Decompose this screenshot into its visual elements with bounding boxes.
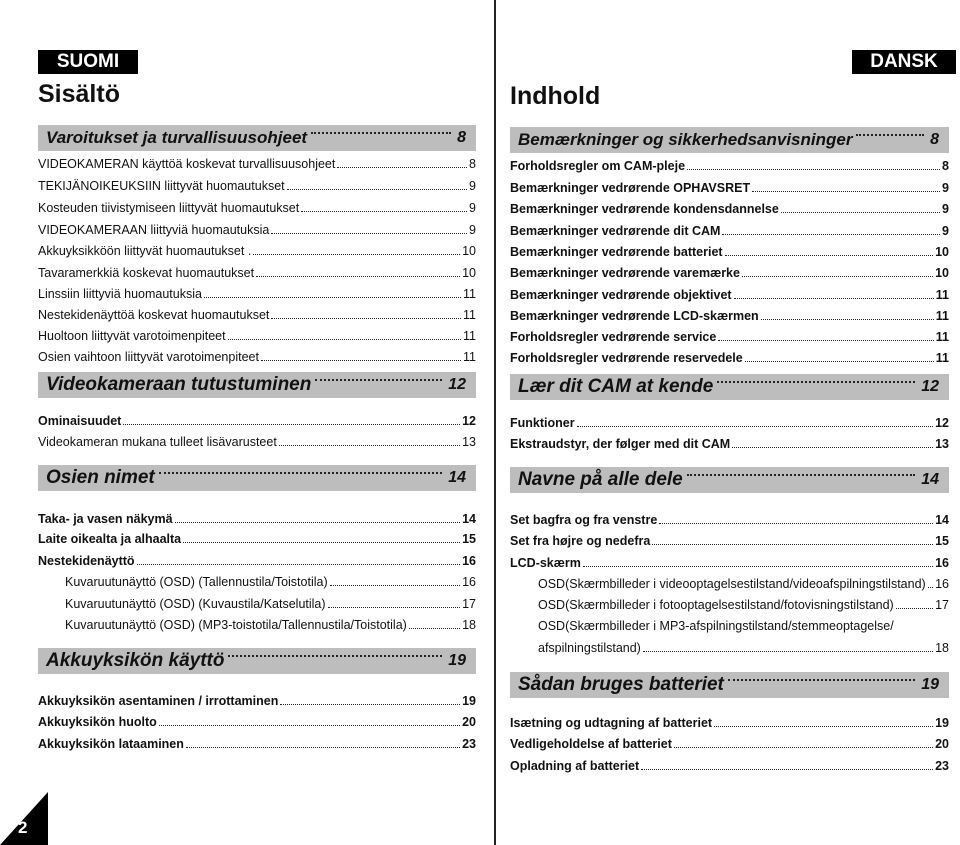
section-page: 14 — [921, 471, 939, 488]
leader-dots — [301, 211, 467, 212]
toc-entry[interactable] — [38, 693, 476, 709]
toc-entry-text: Funktioner — [510, 416, 575, 430]
toc-entry[interactable] — [38, 553, 476, 569]
toc-entry-text: Taka- ja vasen näkymä — [38, 512, 173, 526]
section-header[interactable] — [38, 125, 476, 151]
toc-entry-text: Bemærkninger vedrørende kondensdannelse — [510, 202, 779, 216]
leader-dots — [856, 134, 924, 136]
toc-entry-page: 16 — [935, 577, 949, 591]
section-header[interactable] — [38, 648, 476, 674]
toc-entry-text: VIDEOKAMERAN käyttöä koskevat turvallisuusohjeet — [38, 157, 336, 171]
leader-dots — [643, 651, 933, 652]
toc-entry-text: Vedligeholdelse af batteriet — [510, 737, 672, 751]
toc-entry[interactable] — [510, 415, 949, 431]
leader-dots — [175, 522, 461, 523]
toc-entry-text: Forholdsregler vedrørende service — [510, 330, 717, 344]
column-divider — [494, 0, 496, 845]
leader-dots — [781, 212, 940, 213]
leader-dots — [337, 167, 467, 168]
toc-entry-text: Nestekidenäyttö — [38, 554, 135, 568]
leader-dots — [687, 169, 940, 170]
section-title: Videokameraan tutustuminen — [46, 374, 312, 395]
section-header[interactable] — [510, 672, 949, 698]
toc-entry[interactable] — [510, 223, 949, 239]
toc-entry-page: 9 — [469, 179, 476, 193]
toc-entry[interactable] — [38, 714, 476, 730]
leader-dots — [186, 747, 460, 748]
leader-dots — [714, 726, 933, 727]
toc-entry[interactable] — [510, 308, 949, 324]
toc-entry[interactable] — [38, 531, 476, 547]
toc-entry-text: Bemærkninger vedrørende dit CAM — [510, 224, 721, 238]
toc-entry-text: Ominaisuudet — [38, 414, 122, 428]
toc-entry-page: 8 — [469, 157, 476, 171]
leader-dots — [409, 628, 460, 629]
toc-entry-text: OSD(Skærmbilleder i fotooptagelsestilstand/fotovisningstilstand) — [538, 598, 894, 612]
toc-entry-text: Kuvaruutunäyttö (OSD) (Tallennustila/Toistotila) — [65, 575, 328, 589]
toc-entry-page: 19 — [462, 694, 476, 708]
toc-entry-page: 9 — [469, 201, 476, 215]
toc-entry-page: 11 — [935, 309, 949, 323]
toc-entry-text: Set fra højre og nedefra — [510, 534, 651, 548]
toc-entry-text: Bemærkninger vedrørende varemærke — [510, 266, 740, 280]
section-page: 8 — [457, 129, 466, 146]
leader-dots — [204, 297, 461, 298]
toc-entry[interactable] — [510, 533, 949, 549]
toc-entry-text: Akkuyksikön asentaminen / irrottaminen — [38, 694, 279, 708]
leader-dots — [271, 233, 467, 234]
toc-entry-text: Bemærkninger vedrørende objektivet — [510, 288, 732, 302]
leader-dots — [261, 360, 461, 361]
section-page: 12 — [448, 376, 466, 393]
toc-entry-page: 17 — [462, 597, 476, 611]
section-page: 12 — [921, 378, 939, 395]
toc-entry[interactable] — [510, 180, 949, 196]
toc-entry[interactable] — [38, 265, 476, 281]
page-title-danish: Indhold — [510, 82, 601, 110]
toc-entry[interactable] — [38, 349, 476, 365]
toc-entry[interactable] — [38, 413, 476, 429]
toc-entry-page: 19 — [935, 716, 949, 730]
toc-entry-page: 10 — [462, 244, 476, 258]
toc-entry[interactable] — [510, 350, 949, 366]
toc-entry[interactable] — [38, 243, 476, 259]
toc-entry-page: 14 — [462, 512, 476, 526]
toc-subentry[interactable] — [65, 617, 476, 633]
toc-entry[interactable] — [510, 329, 949, 345]
toc-entry-text: Laite oikealta ja alhaalta — [38, 532, 182, 546]
toc-entry[interactable] — [510, 287, 949, 303]
toc-entry-page: 23 — [462, 737, 476, 751]
toc-entry-text: Akkuyksikön lataaminen — [38, 737, 184, 751]
toc-entry[interactable] — [38, 736, 476, 752]
toc-entry-page: 14 — [935, 513, 949, 527]
toc-entry-page: 13 — [935, 437, 949, 451]
toc-entry[interactable] — [510, 758, 949, 774]
leader-dots — [734, 298, 934, 299]
section-title: Lær dit CAM at kende — [518, 376, 714, 397]
section-title: Bemærkninger og sikkerhedsanvisninger — [518, 130, 853, 149]
section-title: Osien nimet — [46, 467, 155, 488]
toc-entry[interactable] — [510, 512, 949, 528]
leader-dots — [137, 564, 461, 565]
toc-entry-text: OSD(Skærmbilleder i MP3-afspilningstilstand/stemmeoptagelse/ — [538, 619, 894, 633]
leader-dots — [256, 276, 460, 277]
toc-subentry[interactable] — [538, 618, 949, 634]
toc-entry-page: 16 — [462, 575, 476, 589]
toc-entry-page: 8 — [942, 159, 949, 173]
toc-entry-text: VIDEOKAMERAAN liittyviä huomautuksia — [38, 223, 270, 237]
toc-entry-page: 13 — [462, 435, 476, 449]
toc-entry[interactable] — [510, 158, 949, 174]
toc-entry-text: Osien vaihtoon liittyvät varotoimenpiteet — [38, 350, 259, 364]
toc-entry[interactable] — [38, 200, 476, 216]
leader-dots — [761, 319, 934, 320]
leader-dots — [159, 725, 460, 726]
section-header[interactable] — [510, 467, 949, 493]
toc-entry-text: afspilningstilstand) — [538, 641, 641, 655]
leader-dots — [123, 424, 460, 425]
toc-subentry[interactable] — [538, 640, 949, 656]
toc-entry-page: 9 — [942, 202, 949, 216]
toc-entry-page: 11 — [935, 351, 949, 365]
toc-entry-text: Bemærkninger vedrørende OPHAVSRET — [510, 181, 751, 195]
toc-entry-text: Ekstraudstyr, der følger med dit CAM — [510, 437, 731, 451]
leader-dots — [896, 608, 933, 609]
toc-entry-text: Tavaramerkkiä koskevat huomautukset — [38, 266, 255, 280]
toc-entry-text: Kuvaruutunäyttö (OSD) (Kuvaustila/Katselutila) — [65, 597, 326, 611]
toc-entry-page: 18 — [935, 641, 949, 655]
toc-entry-text: Bemærkninger vedrørende batteriet — [510, 245, 723, 259]
leader-dots — [752, 191, 940, 192]
toc-entry-text: Linssiin liittyviä huomautuksia — [38, 287, 202, 301]
leader-dots — [928, 587, 933, 588]
leader-dots — [652, 544, 933, 545]
toc-entry[interactable] — [38, 156, 476, 172]
toc-entry[interactable] — [38, 178, 476, 194]
leader-dots — [279, 445, 460, 446]
toc-entry-text: Forholdsregler vedrørende reservedele — [510, 351, 743, 365]
leader-dots — [577, 426, 934, 427]
section-header[interactable] — [38, 372, 476, 398]
toc-entry-page: 20 — [462, 715, 476, 729]
toc-entry-page: 20 — [935, 737, 949, 751]
toc-entry-text: Kosteuden tiivistymiseen liittyvät huomautukset — [38, 201, 300, 215]
toc-entry-text: Nestekidenäyttöä koskevat huomautukset — [38, 308, 270, 322]
toc-entry[interactable] — [510, 436, 949, 452]
leader-dots — [228, 339, 461, 340]
leader-dots — [687, 474, 915, 476]
toc-entry-page: 12 — [935, 416, 949, 430]
toc-entry-page: 23 — [935, 759, 949, 773]
leader-dots — [728, 679, 915, 681]
toc-entry-page: 10 — [462, 266, 476, 280]
toc-entry-page: 11 — [463, 329, 476, 343]
page-number: 2 — [18, 818, 28, 837]
toc-entry[interactable] — [38, 511, 476, 527]
leader-dots — [330, 585, 460, 586]
toc-entry-page: 9 — [942, 224, 949, 238]
toc-entry[interactable] — [38, 286, 476, 302]
toc-entry-text: Akkuyksikön huolto — [38, 715, 157, 729]
leader-dots — [742, 276, 933, 277]
toc-subentry[interactable] — [65, 596, 476, 612]
leader-dots — [287, 189, 467, 190]
leader-dots — [583, 566, 933, 567]
toc-entry-text: Huoltoon liittyvät varotoimenpiteet — [38, 329, 226, 343]
toc-entry-page: 11 — [463, 287, 476, 301]
toc-entry-text: Videokameran mukana tulleet lisävarusteet — [38, 435, 277, 449]
toc-entry-page: 11 — [935, 330, 949, 344]
leader-dots — [722, 234, 940, 235]
leader-dots — [328, 607, 461, 608]
toc-entry-page: 18 — [462, 618, 476, 632]
toc-entry-text: Kuvaruutunäyttö (OSD) (MP3-toistotila/Tallennustila/Toistotila) — [65, 618, 407, 632]
section-header[interactable] — [510, 374, 949, 400]
leader-dots — [315, 379, 442, 381]
section-header[interactable] — [38, 465, 476, 491]
toc-entry-page: 11 — [463, 308, 476, 322]
toc-entry-text: TEKIJÄNOIKEUKSIIN liittyvät huomautukset — [38, 179, 285, 193]
leader-dots — [674, 747, 933, 748]
toc-entry-page: 11 — [463, 350, 476, 364]
toc-entry-page: 15 — [935, 534, 949, 548]
leader-dots — [159, 472, 442, 474]
leader-dots — [745, 361, 934, 362]
leader-dots — [717, 381, 915, 383]
section-page: 19 — [921, 676, 939, 693]
toc-subentry[interactable] — [538, 576, 949, 592]
leader-dots — [280, 704, 460, 705]
language-label-finnish: SUOMI — [38, 50, 138, 74]
toc-entry[interactable] — [38, 222, 476, 238]
section-header[interactable] — [510, 127, 949, 153]
toc-entry-page: 15 — [462, 532, 476, 546]
leader-dots — [271, 318, 461, 319]
toc-subentry[interactable] — [65, 574, 476, 590]
toc-entry[interactable] — [38, 307, 476, 323]
toc-entry[interactable] — [510, 715, 949, 731]
toc-entry-page: 10 — [935, 266, 949, 280]
toc-entry-text: Opladning af batteriet — [510, 759, 640, 773]
toc-entry-text: Akkuyksikköön liittyvät huomautukset . — [38, 244, 252, 258]
toc-subentry[interactable] — [538, 597, 949, 613]
leader-dots — [659, 523, 933, 524]
toc-entry-page: 10 — [935, 245, 949, 259]
leader-dots — [183, 542, 460, 543]
section-title: Sådan bruges batteriet — [518, 674, 724, 695]
section-title: Varoitukset ja turvallisuusohjeet — [46, 128, 308, 147]
page-title-finnish: Sisältö — [38, 80, 120, 108]
toc-entry[interactable] — [38, 434, 476, 450]
toc-entry-page: 9 — [469, 223, 476, 237]
toc-entry[interactable] — [510, 736, 949, 752]
leader-dots — [718, 340, 933, 341]
leader-dots — [228, 655, 442, 657]
toc-entry-page: 16 — [935, 556, 949, 570]
toc-entry-page: 12 — [462, 414, 476, 428]
leader-dots — [732, 447, 933, 448]
toc-entry-text: Isætning og udtagning af batteriet — [510, 716, 713, 730]
toc-entry[interactable] — [38, 328, 476, 344]
toc-entry-page: 16 — [462, 554, 476, 568]
leader-dots — [311, 132, 451, 134]
toc-entry[interactable] — [510, 265, 949, 281]
toc-entry-text: LCD-skærm — [510, 556, 581, 570]
toc-entry[interactable] — [510, 201, 949, 217]
leader-dots — [253, 254, 460, 255]
section-page: 14 — [448, 469, 466, 486]
section-page: 19 — [448, 652, 466, 669]
section-title: Navne på alle dele — [518, 469, 683, 490]
leader-dots — [641, 769, 933, 770]
toc-entry[interactable] — [510, 244, 949, 260]
section-page: 8 — [930, 131, 939, 148]
toc-entry-text: Forholdsregler om CAM-pleje — [510, 159, 686, 173]
language-label-danish: DANSK — [852, 50, 956, 74]
toc-entry-text: Bemærkninger vedrørende LCD-skærmen — [510, 309, 759, 323]
toc-entry-page: 17 — [935, 598, 949, 612]
toc-entry-text: Set bagfra og fra venstre — [510, 513, 658, 527]
leader-dots — [725, 255, 934, 256]
toc-entry-page: 11 — [935, 288, 949, 302]
toc-entry-page: 9 — [942, 181, 949, 195]
section-title: Akkuyksikön käyttö — [46, 650, 225, 671]
toc-entry-text: OSD(Skærmbilleder i videooptagelsestilstand/videoafspilningstilstand) — [538, 577, 926, 591]
toc-entry[interactable] — [510, 555, 949, 571]
